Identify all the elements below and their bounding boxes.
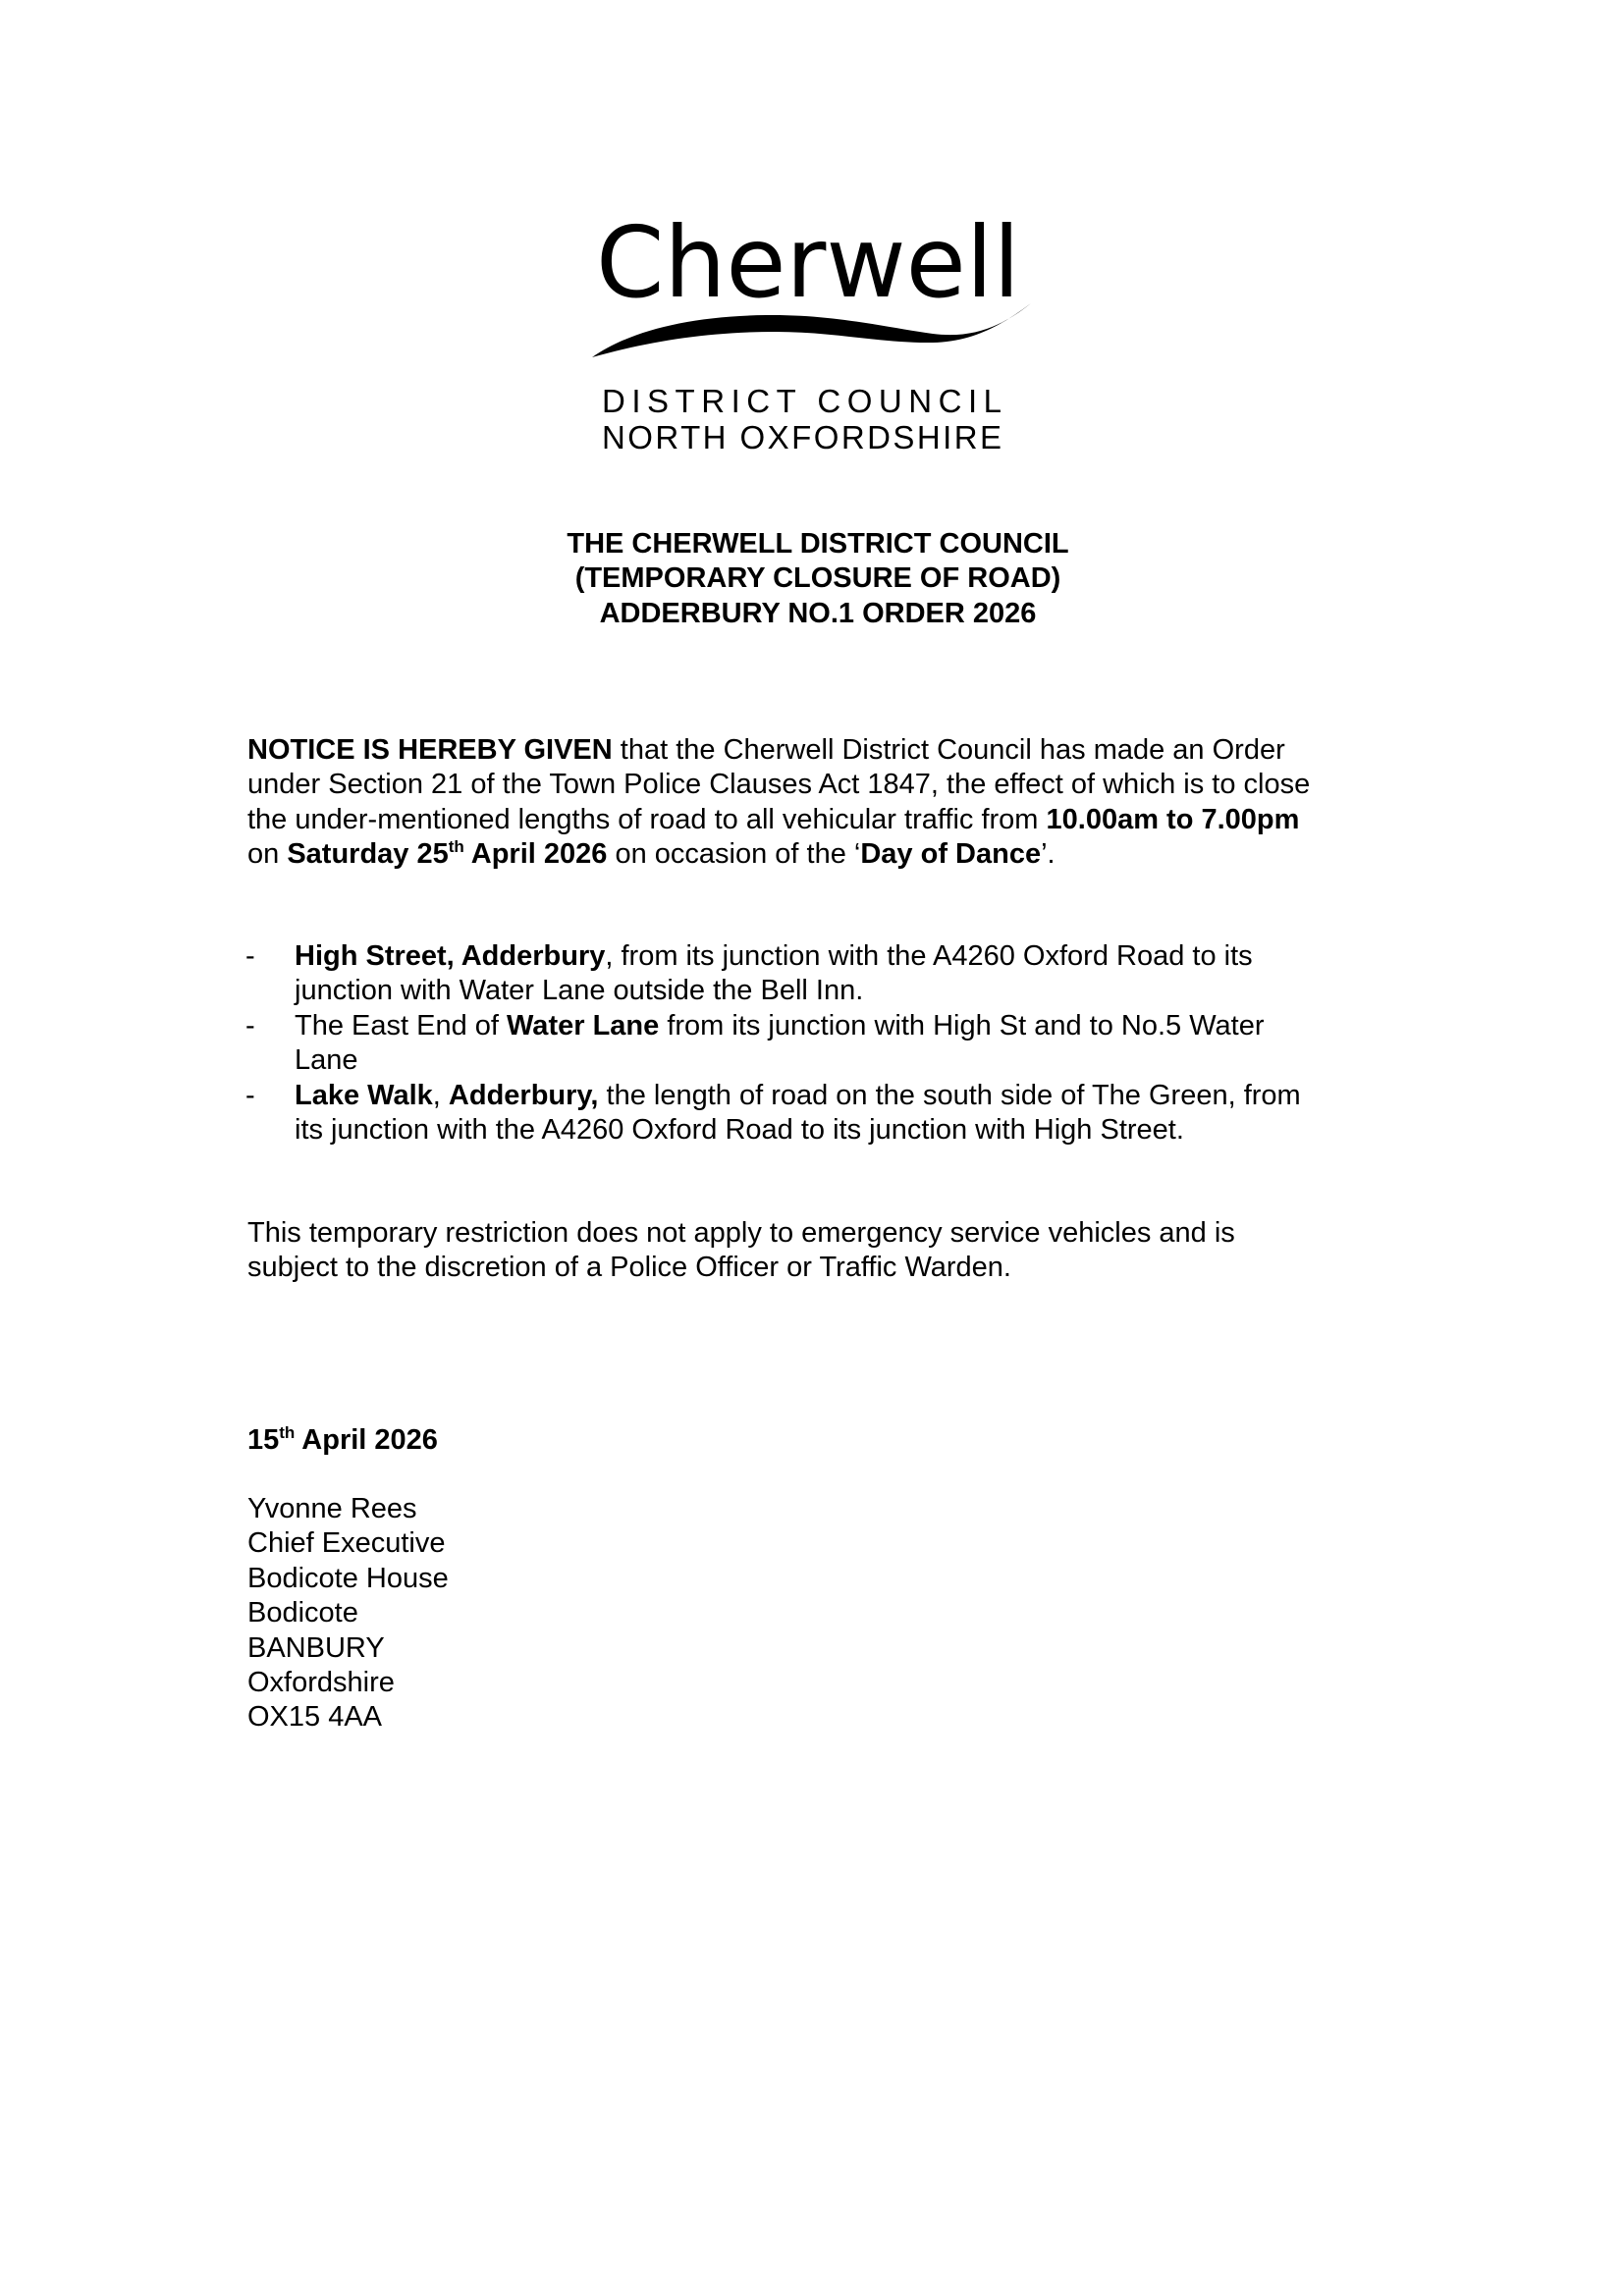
road-list-item: - The East End of Water Lane from its junction with High St and to No.5 Water Lane	[245, 1009, 1265, 1077]
closure-date: Saturday 25th April 2026	[287, 837, 608, 871]
address-line: OX15 4AA	[247, 1701, 383, 1734]
notice-paragraph: NOTICE IS HEREBY GIVEN that the Cherwell District Council has made an Order under Section 21 of the Town Police Clauses Act 1847, the effect of which is to close the under-mentioned lengths of road to all vehicular traffic from 10.00am to 7.00pm on Saturday 25th April 2026 on occasion of the ‘Day of Dance’.	[247, 734, 1311, 871]
order-title-line: THE CHERWELL DISTRICT COUNCIL	[567, 528, 1069, 560]
signatory-role: Chief Executive	[247, 1527, 446, 1560]
logo-line-north-oxfordshire: NORTH OXFORDSHIRE	[602, 419, 1001, 455]
address-line: Bodicote House	[247, 1562, 449, 1594]
bullet-dash: -	[245, 940, 255, 972]
signatory-block	[247, 1492, 449, 1735]
order-title-line: (TEMPORARY CLOSURE OF ROAD)	[574, 562, 1061, 595]
notice-lead: NOTICE IS HEREBY GIVEN	[247, 734, 613, 766]
bullet-dash: -	[245, 1009, 255, 1041]
road-list-item: - Lake Walk, Adderbury, the length of road on the south side of The Green, from its junction with the A4260 Oxford Road to its junction with High Street.	[245, 1079, 1301, 1147]
cherwell-logo	[579, 211, 1051, 466]
logo-wordmark: Cherwell	[596, 211, 1020, 320]
notice-date: 15th April 2026	[247, 1423, 438, 1456]
signatory-name: Yvonne Rees	[247, 1493, 417, 1524]
road-list-item: - High Street, Adderbury, from its junction with the A4260 Oxford Road to its junction with Water Lane outside the Bell Inn.	[245, 940, 1253, 1007]
bullet-dash: -	[245, 1079, 255, 1111]
order-title	[0, 527, 1624, 631]
address-line: BANBURY	[247, 1631, 385, 1664]
closure-times: 10.00am to 7.00pm	[1046, 803, 1300, 835]
order-title-line: ADDERBURY NO.1 ORDER 2026	[599, 597, 1037, 629]
logo-line-district-council: DISTRICT COUNCIL	[602, 383, 1001, 419]
address-line: Oxfordshire	[247, 1667, 395, 1699]
event-name: Day of Dance	[860, 838, 1042, 871]
restriction-paragraph: This temporary restriction does not apply to emergency service vehicles and is subject to the discretion of a Police Officer or Traffic Warden.	[247, 1217, 1235, 1284]
address-line: Bodicote	[247, 1597, 358, 1629]
road-list	[245, 939, 1301, 1148]
